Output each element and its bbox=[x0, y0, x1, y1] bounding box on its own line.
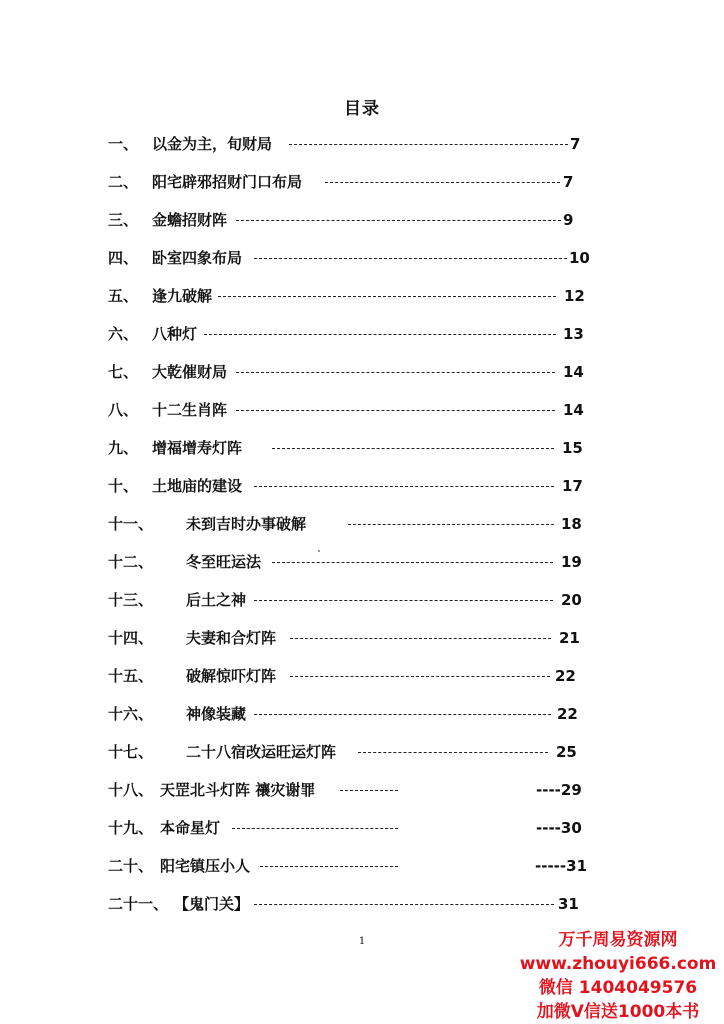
toc-label: 八种灯 bbox=[152, 325, 198, 343]
toc-dot-leader bbox=[325, 182, 560, 183]
toc-label: 金蟾招财阵 bbox=[152, 211, 228, 229]
toc-number: 十四、 bbox=[108, 629, 154, 647]
toc-page-number: 25 bbox=[556, 743, 577, 761]
toc-page-number: 13 bbox=[563, 325, 584, 343]
toc-page-number: 19 bbox=[561, 553, 582, 571]
toc-label: 十二生肖阵 bbox=[152, 401, 228, 419]
toc-number: 五、 bbox=[108, 287, 139, 305]
page-number: 1 bbox=[358, 936, 366, 947]
toc-number: 九、 bbox=[108, 439, 139, 457]
toc-dot-leader bbox=[272, 448, 554, 449]
toc-number: 二十、 bbox=[108, 857, 154, 875]
toc-label: 以金为主，旬财局 bbox=[152, 135, 273, 153]
toc-label: 逢九破解 bbox=[152, 287, 213, 305]
toc-page-number: 10 bbox=[569, 249, 590, 267]
watermark-wechat: 微信 1404049576 bbox=[538, 978, 698, 998]
toc-label: 增福增寿灯阵 bbox=[152, 439, 243, 457]
toc-number: 十二、 bbox=[108, 553, 154, 571]
toc-page-number: 18 bbox=[561, 515, 582, 533]
toc-page-number: ----30 bbox=[536, 819, 582, 837]
toc-number: 二十一、 bbox=[108, 895, 169, 913]
toc-page-number: 9 bbox=[563, 211, 574, 229]
scan-speck bbox=[318, 550, 320, 552]
toc-page-number: 21 bbox=[559, 629, 580, 647]
toc-label: 二十八宿改运旺运灯阵 bbox=[186, 743, 337, 761]
toc-page-number: 14 bbox=[563, 363, 584, 381]
toc-dot-leader bbox=[254, 486, 554, 487]
page-title: 目录 bbox=[344, 99, 380, 119]
toc-label: 阳宅辟邪招财门口布局 bbox=[152, 173, 303, 191]
toc-number: 四、 bbox=[108, 249, 139, 267]
toc-number: 三、 bbox=[108, 211, 139, 229]
toc-dot-leader bbox=[236, 372, 555, 373]
toc-dot-leader bbox=[358, 752, 548, 753]
toc-label: 破解惊吓灯阵 bbox=[186, 667, 277, 685]
toc-dot-leader bbox=[290, 676, 550, 677]
toc-dot-leader bbox=[254, 904, 554, 905]
toc-label: 神像装藏 bbox=[186, 705, 247, 723]
toc-dot-leader bbox=[340, 790, 398, 791]
toc-dot-leader bbox=[236, 410, 555, 411]
toc-dot-leader bbox=[254, 714, 551, 715]
toc-dot-leader bbox=[260, 866, 398, 867]
toc-page-number: 15 bbox=[562, 439, 583, 457]
watermark bbox=[518, 928, 718, 1024]
toc-label: 大乾催财局 bbox=[152, 363, 228, 381]
toc-page-number: 20 bbox=[561, 591, 582, 609]
toc-dot-leader bbox=[290, 638, 551, 639]
toc-number: 十六、 bbox=[108, 705, 154, 723]
toc-label: 后土之神 bbox=[186, 591, 247, 609]
toc-dot-leader bbox=[204, 334, 556, 335]
toc-dot-leader bbox=[218, 296, 556, 297]
toc-number: 八、 bbox=[108, 401, 139, 419]
toc-page-number: ----29 bbox=[536, 781, 582, 799]
toc-number: 十七、 bbox=[108, 743, 154, 761]
toc-page-number: 17 bbox=[562, 477, 583, 495]
toc-number: 十三、 bbox=[108, 591, 154, 609]
toc-page-number: 22 bbox=[557, 705, 578, 723]
toc-number: 十、 bbox=[108, 477, 139, 495]
toc-page-number: 31 bbox=[558, 895, 579, 913]
toc-dot-leader bbox=[254, 600, 553, 601]
toc-page-number: 22 bbox=[555, 667, 576, 685]
toc-label: 冬至旺运法 bbox=[186, 553, 262, 571]
toc-dot-leader bbox=[236, 220, 561, 221]
toc-number: 十一、 bbox=[108, 515, 154, 533]
toc-label: 本命星灯 bbox=[160, 819, 221, 837]
toc-page-number: -----31 bbox=[535, 857, 588, 875]
toc-number: 六、 bbox=[108, 325, 139, 343]
toc-label: 土地庙的建设 bbox=[152, 477, 243, 495]
watermark-promo: 加微V信送1000本书 bbox=[536, 1002, 700, 1022]
toc-number: 十九、 bbox=[108, 819, 154, 837]
toc-page-number: 12 bbox=[564, 287, 585, 305]
toc-number: 十五、 bbox=[108, 667, 154, 685]
toc-label: 阳宅镇压小人 bbox=[160, 857, 251, 875]
toc-page-number: 14 bbox=[563, 401, 584, 419]
toc-page-number: 7 bbox=[570, 135, 581, 153]
toc-dot-leader bbox=[254, 258, 567, 259]
toc-dot-leader bbox=[272, 562, 553, 563]
toc-label: 夫妻和合灯阵 bbox=[186, 629, 277, 647]
toc-label: 天罡北斗灯阵 禳灾谢罪 bbox=[160, 781, 316, 799]
toc-number: 一、 bbox=[108, 135, 139, 153]
toc-number: 七、 bbox=[108, 363, 139, 381]
toc-page-number: 7 bbox=[563, 173, 574, 191]
toc-dot-leader bbox=[232, 828, 398, 829]
toc-label: 【鬼门关】 bbox=[174, 895, 250, 913]
watermark-line: 万千周易资源网 bbox=[558, 930, 678, 950]
toc-number: 二、 bbox=[108, 173, 139, 191]
toc-number: 十八、 bbox=[108, 781, 154, 799]
toc-dot-leader bbox=[348, 524, 554, 525]
toc-label: 未到吉时办事破解 bbox=[186, 515, 307, 533]
watermark-url: www.zhouyi666.com bbox=[519, 954, 717, 974]
toc-dot-leader bbox=[289, 144, 568, 145]
toc-label: 卧室四象布局 bbox=[152, 249, 243, 267]
